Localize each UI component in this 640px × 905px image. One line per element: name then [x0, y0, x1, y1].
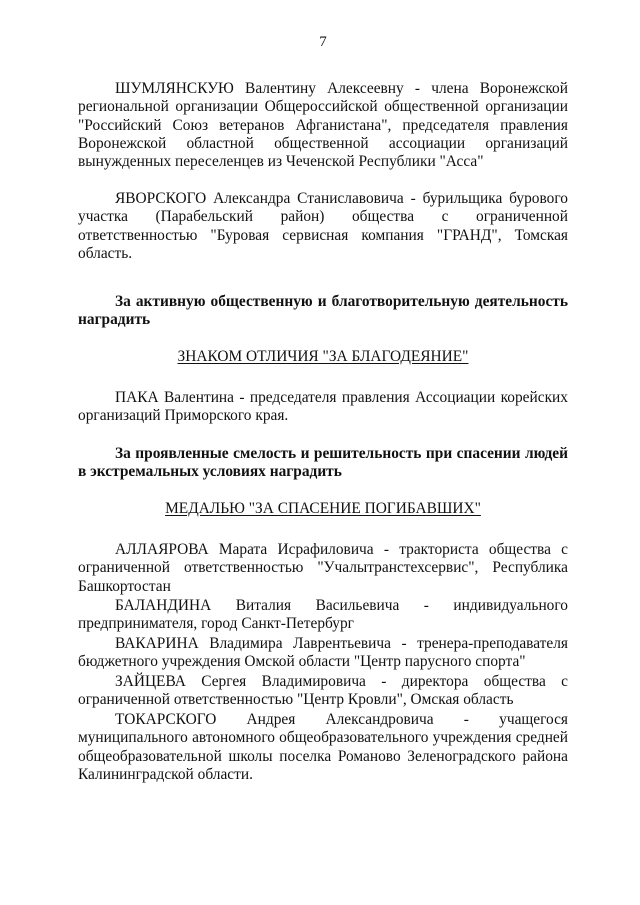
award-entry-pak: ПАКА Валентина - председателя правления Ассоциации корейских организаций Приморского края. — [78, 389, 568, 425]
award-heading-rescue-medal: МЕДАЛЬЮ "ЗА СПАСЕНИЕ ПОГИБАВШИХ" — [165, 500, 481, 517]
award-entry-allayarov: АЛЛАЯРОВА Марата Исрафиловича - тракториста общества с ограниченной ответственностью "Учалытранстехсервис", Республика Башкортостан — [78, 541, 568, 595]
award-entry-vakarin: ВАКАРИНА Владимира Лаврентьевича - тренера-преподавателя бюджетного учреждения Омской области "Центр парусного спорта" — [78, 635, 568, 671]
section-intro-charity: За активную общественную и благотворительную деятельность наградить — [78, 293, 568, 329]
award-entry-yavorsky: ЯВОРСКОГО Александра Станиславовича - бурильщика бурового участка (Парабельский район) общества с ограниченной ответственностью "Буровая сервисная компания "ГРАНД", Томская область. — [78, 190, 568, 262]
award-heading-blagodeyanie: ЗНАКОМ ОТЛИЧИЯ "ЗА БЛАГОДЕЯНИЕ" — [177, 348, 469, 365]
award-entry-balandin: БАЛАНДИНА Виталия Васильевича - индивидуального предпринимателя, город Санкт-Петербург — [78, 597, 568, 633]
section-intro-rescue: За проявленные смелость и решительность при спасении людей в экстремальных условиях наградить — [78, 445, 568, 481]
page-number: 7 — [319, 34, 327, 50]
award-entry-shumlyanskaya: ШУМЛЯНСКУЮ Валентину Алексеевну - члена Воронежской региональной организации Общероссийской общественной организации "Российский Союз ветеранов Афганистана", председателя правления Воронежской областной общественной ассоциации организаций вынужденных переселенцев из Чеченской Республики "Асса" — [78, 80, 568, 171]
award-entry-zaitsev: ЗАЙЦЕВА Сергея Владимировича - директора общества с ограниченной ответственностью "Центр Кровли", Омская область — [78, 673, 568, 709]
award-entry-tokarsky: ТОКАРСКОГО Андрея Александровича - учащегося муниципального автономного общеобразовательного учреждения средней общеобразовательной школы поселка Романово Зеленоградского района Калининградской области. — [78, 711, 568, 783]
